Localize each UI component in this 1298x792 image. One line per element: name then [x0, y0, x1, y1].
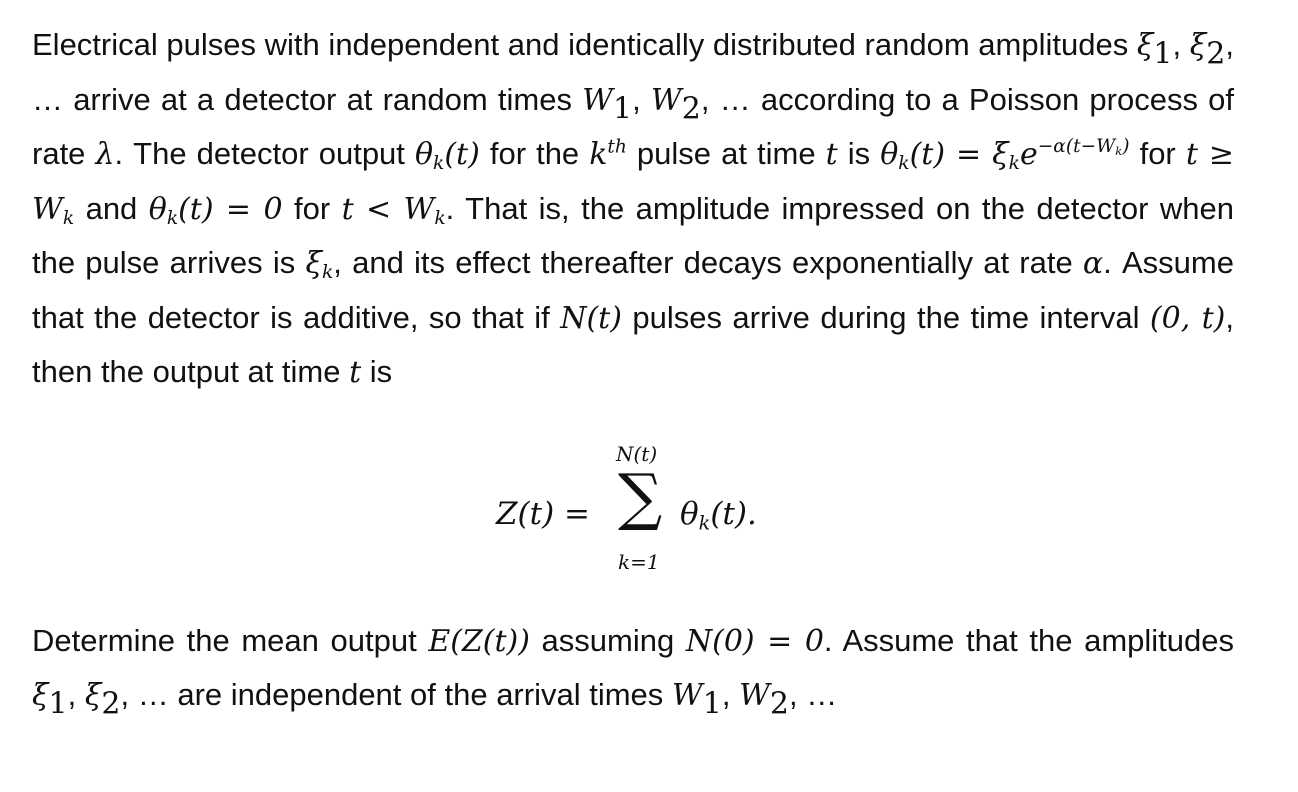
math-w-2: $W_2$ [739, 678, 789, 722]
equation-rhs: $\theta_k(t)$. [680, 495, 757, 534]
text-run: . Assume that the detector is additive, so that if [32, 245, 1234, 335]
math-n-t: N(t) [560, 300, 622, 336]
problem-document [32, 18, 1234, 723]
math-w-1: $W_1$ [582, 82, 633, 126]
text-run: Electrical pulses with independent and identically distributed random amplitudes [32, 27, 1137, 62]
text-run: assuming [529, 622, 686, 658]
text-run: , … [789, 677, 838, 712]
summation-symbol: ∑ [618, 459, 663, 533]
math-expectation: E(Z(t)) [428, 623, 530, 659]
problem-paragraph-2 [32, 614, 1234, 723]
sum-upper-limit: N(t) [616, 441, 658, 466]
text-run: . Assume that the amplitudes [823, 622, 1234, 658]
math-theta-k-t: $\theta_k(t)$ [414, 137, 480, 175]
text-run: , then the output at time [32, 299, 1235, 389]
math-n0-condition: N(0) = 0 [685, 623, 824, 659]
math-pulse-formula: $\theta_k(t) = \xi_ke^{-\alpha(t-W_k)}$ [880, 136, 1130, 175]
text-run: for [1129, 136, 1186, 171]
text-run: for [282, 190, 342, 226]
text-run: , [721, 677, 740, 712]
math-t: t [349, 355, 362, 390]
math-xi-k: $\xi_k$ [305, 246, 334, 284]
text-run: pulse at time [626, 136, 826, 171]
sum-lower-limit: k=1 [618, 549, 660, 574]
text-run: , [1172, 27, 1190, 62]
math-lambda: λ [95, 137, 115, 172]
text-run: , … are independent of the arrival times [120, 677, 672, 712]
text-run: and [74, 190, 149, 226]
text-run: Determine the mean output [32, 622, 429, 658]
text-run: for the [479, 136, 590, 171]
math-theta-zero: $\theta_k(t) = 0$ [148, 191, 283, 229]
math-t-lt-wk: $t < W_k$ [341, 191, 446, 229]
text-run: is [837, 136, 881, 171]
display-equation [32, 404, 1234, 614]
math-xi-2: $\xi_2$ [84, 678, 121, 722]
text-run: is [361, 354, 393, 389]
text-run: . That is, the amplitude impressed on the detector when the pulse arrives is [32, 190, 1234, 280]
math-w-2: $W_2$ [650, 82, 701, 126]
text-run: . The detector output [114, 136, 415, 171]
text-run: pulses arrive during the time interval [621, 299, 1150, 335]
math-t-geq-wk: $t \ge W_k$ [32, 137, 1234, 229]
equation-lhs: Z(t) = [496, 495, 591, 532]
math-xi-1: $\xi_1$ [1136, 28, 1173, 72]
text-run: , [632, 81, 651, 117]
text-run: , and its effect thereafter decays exponentially at rate [333, 245, 1083, 280]
math-interval: (0, t) [1149, 300, 1226, 336]
text-run: , [67, 677, 85, 712]
text-run: , … arrive at a detector at random times [32, 27, 1234, 117]
math-xi-2: $\xi_2$ [1189, 28, 1226, 72]
math-alpha: α [1082, 246, 1104, 281]
problem-paragraph-1 [32, 18, 1234, 400]
math-xi-1: $\xi_1$ [32, 678, 68, 722]
math-t: t [825, 137, 838, 172]
math-w-1: $W_1$ [671, 678, 722, 722]
text-run: , … according to a Poisson process of rate [32, 81, 1234, 171]
math-k-th: $k^{th}$ [589, 136, 627, 172]
